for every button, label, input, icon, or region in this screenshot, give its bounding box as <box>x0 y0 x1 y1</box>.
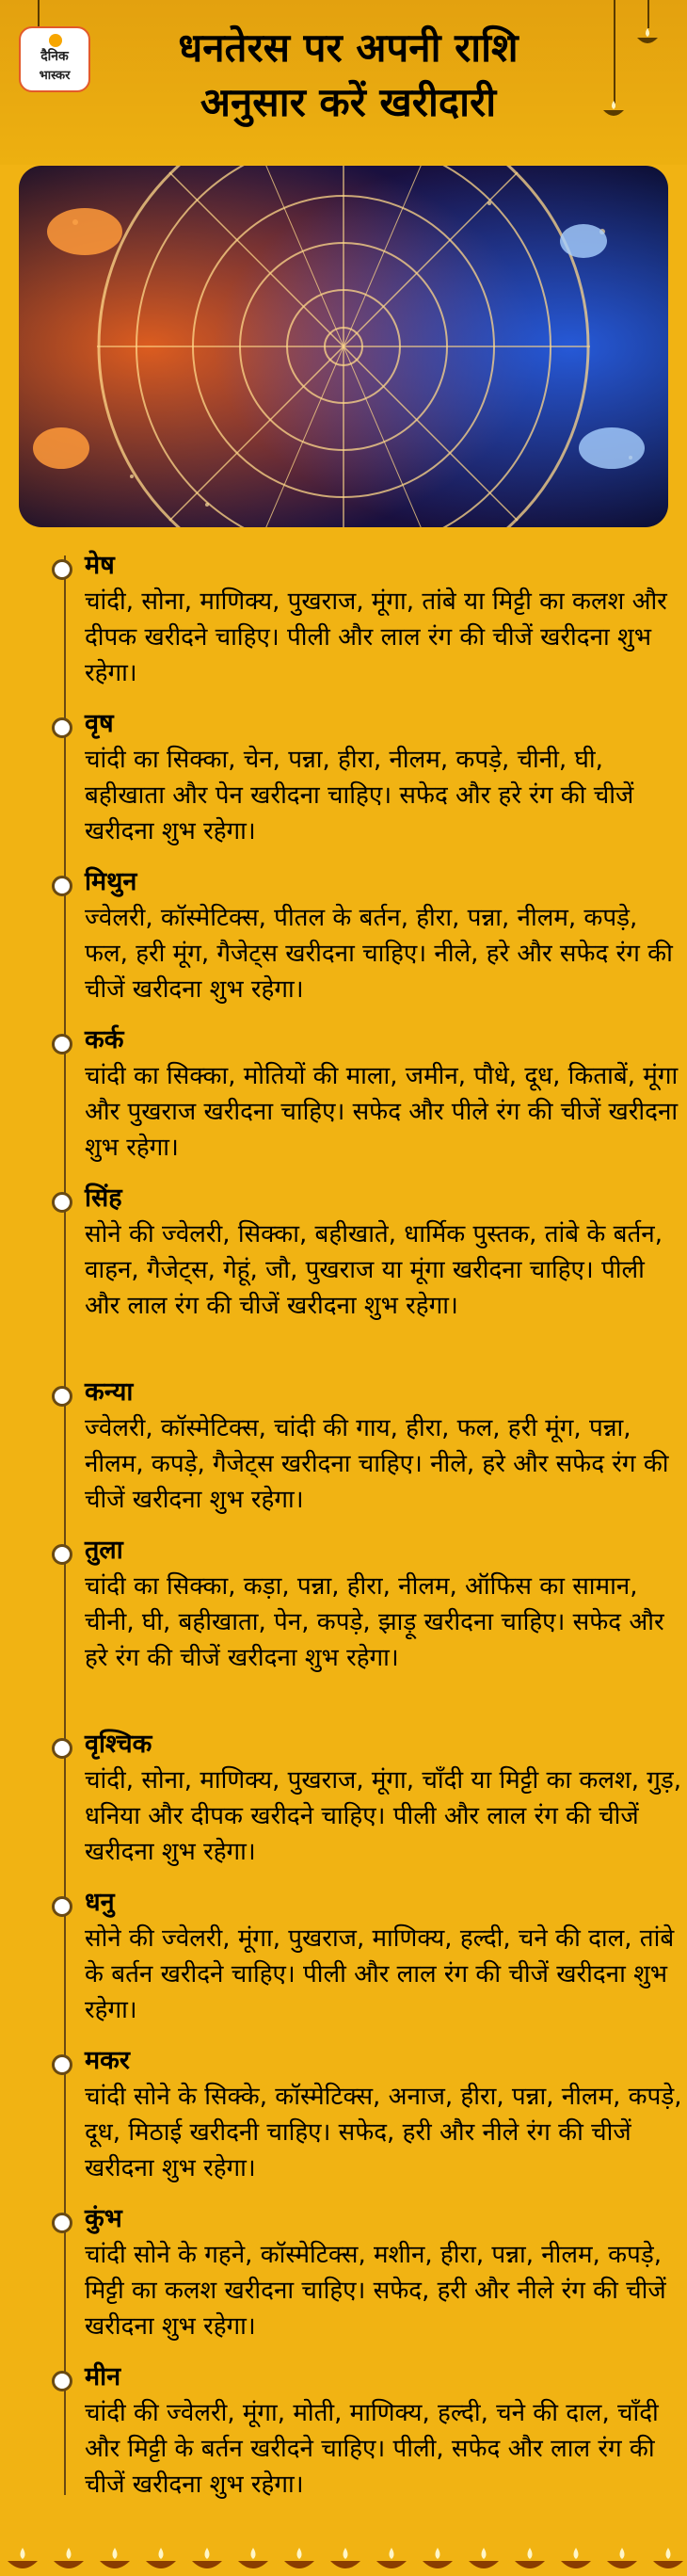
sign-name: धनु <box>85 1888 115 1917</box>
brand-name-line1: दैनिक <box>40 49 69 64</box>
sign-description: चांदी, सोना, माणिक्य, पुखराज, मूंगा, तांबे या मिट्टी का कलश और दीपक खरीदने चाहिए। पीली और लाल रंग की चीजें खरीदना शुभ रहेगा। <box>85 588 667 687</box>
diya-icon <box>469 2548 499 2568</box>
header <box>0 0 687 165</box>
diya-lamp-icon <box>601 99 626 123</box>
diya-lamp-icon <box>635 26 660 51</box>
sign-name: मेष <box>85 551 115 580</box>
title-line-2: अनुसार करें खरीदारी <box>200 79 497 125</box>
sign-name: वृष <box>85 709 114 738</box>
timeline-dot <box>52 876 72 896</box>
lamp-string <box>647 0 649 28</box>
sign-description: चांदी की ज्वेलरी, मूंगा, मोती, माणिक्य, हल्दी, चने की दाल, चाँदी और मिट्टी के बर्तन खरीदने चाहिए। पीली, सफेद और लाल रंग की चीजें खरीदना शुभ रहेगा। <box>85 2399 659 2499</box>
sign-name: कन्या <box>85 1377 134 1407</box>
sign-description: चांदी का सिक्का, मोतियों की माला, जमीन, पौधे, दूध, किताबें, मूंगा और पुखराज खरीदना चाहिए। सफेद और पीले रंग की चीजें खरीदना शुभ रहेगा। <box>85 1062 679 1162</box>
timeline-dot <box>52 1192 72 1213</box>
timeline-dot <box>52 2371 72 2391</box>
sign-name: मिथुन <box>85 867 137 896</box>
sign-description: चांदी, सोना, माणिक्य, पुखराज, मूंगा, चाँदी या मिट्टी का कलश, गुड़, धनिया और दीपक खरीदने चाहिए। पीली और लाल रंग की चीजें खरीदना शुभ रहेगा। <box>85 1766 682 1866</box>
sign-name: मकर <box>85 2046 130 2075</box>
timeline-dot <box>52 1896 72 1917</box>
sign-name: वृश्चिक <box>85 1730 152 1759</box>
diya-icon <box>54 2548 84 2568</box>
diya-icon <box>561 2548 591 2568</box>
diya-icon <box>423 2548 453 2568</box>
brand-logo <box>19 26 90 92</box>
sign-description: चांदी का सिक्का, चेन, पन्ना, हीरा, नीलम, कपड़े, चीनी, घी, बहीखाता और पेन खरीदना चाहिए। सफेद और हरे रंग की चीजें खरीदना शुभ रहेगा। <box>85 746 634 845</box>
timeline-dot <box>52 1034 72 1055</box>
sign-description: सोने की ज्वेलरी, मूंगा, पुखराज, माणिक्य, हल्दी, चने की दाल, तांबे के बर्तन खरीदने चाहिए। पीली और लाल रंग की चीजें खरीदना शुभ रहेगा। <box>85 1924 675 2024</box>
timeline-dot <box>52 2213 72 2233</box>
timeline-dot <box>52 717 72 738</box>
diya-icon <box>100 2548 130 2568</box>
diya-icon <box>330 2548 360 2568</box>
diya-icon <box>607 2548 637 2568</box>
diya-icon <box>653 2548 683 2568</box>
diya-icon <box>515 2548 545 2568</box>
page-title <box>94 21 602 130</box>
timeline-line <box>64 555 66 2495</box>
sign-name: मीन <box>85 2362 121 2391</box>
sign-description: चांदी सोने के गहने, कॉस्मेटिक्स, मशीन, हीरा, पन्ना, नीलम, कपड़े, मिट्टी का कलश खरीदना चाहिए। सफेद, हरी और नीले रंग की चीजें खरीदना शुभ रहेगा। <box>85 2241 666 2341</box>
diya-icon <box>8 2548 38 2568</box>
sign-name: कुंभ <box>85 2204 122 2233</box>
title-line-1: धनतेरस पर अपनी राशि <box>178 24 519 71</box>
timeline-dot <box>52 1386 72 1407</box>
sign-description: सोने की ज्वेलरी, सिक्का, बहीखाते, धार्मिक पुस्तक, तांबे के बर्तन, वाहन, गैजेट्स, गेहूं, जौ, पुखराज या मूंगा खरीदना चाहिए। पीली और लाल रंग की चीजें खरीदना शुभ रहेगा। <box>85 1220 663 1320</box>
sign-name: कर्क <box>85 1025 124 1055</box>
diya-icon <box>376 2548 407 2568</box>
diya-row-footer <box>0 2542 687 2576</box>
timeline-dot <box>52 559 72 580</box>
sign-name: सिंह <box>85 1183 122 1213</box>
diya-icon <box>284 2548 314 2568</box>
diya-icon <box>238 2548 268 2568</box>
sign-description: चांदी का सिक्का, कड़ा, पन्ना, हीरा, नीलम, ऑफिस का सामान, चीनी, घी, बहीखाता, पेन, कपड़े, झाड़ू खरीदना चाहिए। सफेद और हरे रंग की चीजें खरीदना शुभ रहेगा। <box>85 1572 664 1672</box>
sign-description: चांदी सोने के सिक्के, कॉस्मेटिक्स, अनाज, हीरा, पन्ना, नीलम, कपड़े, दूध, मिठाई खरीदनी चाहिए। सफेद, हरी और नीले रंग की चीजें खरीदना शुभ रहेगा। <box>85 2083 682 2182</box>
sign-description: ज्वेलरी, कॉस्मेटिक्स, पीतल के बर्तन, हीरा, पन्ना, नीलम, कपड़े, फल, हरी मूंग, गैजेट्स खरीदना चाहिए। नीले, हरे और सफेद रंग की चीजें खरीदना शुभ रहेगा। <box>85 904 673 1004</box>
diya-icon <box>146 2548 176 2568</box>
sign-name: तुला <box>85 1536 123 1565</box>
zodiac-wheel-image <box>19 166 668 527</box>
lamp-string <box>614 0 615 104</box>
sun-icon <box>49 34 62 47</box>
brand-name-line2: भास्कर <box>39 69 71 83</box>
timeline-dot <box>52 2054 72 2075</box>
sign-description: ज्वेलरी, कॉस्मेटिक्स, चांदी की गाय, हीरा, फल, हरी मूंग, पन्ना, नीलम, कपड़े, गैजेट्स खरीदना चाहिए। नीले, हरे और सफेद रंग की चीजें खरीदना शुभ रहेगा। <box>85 1414 669 1514</box>
timeline-dot <box>52 1544 72 1565</box>
timeline-dot <box>52 1738 72 1759</box>
diya-icon <box>192 2548 222 2568</box>
lamp-string <box>38 0 40 28</box>
